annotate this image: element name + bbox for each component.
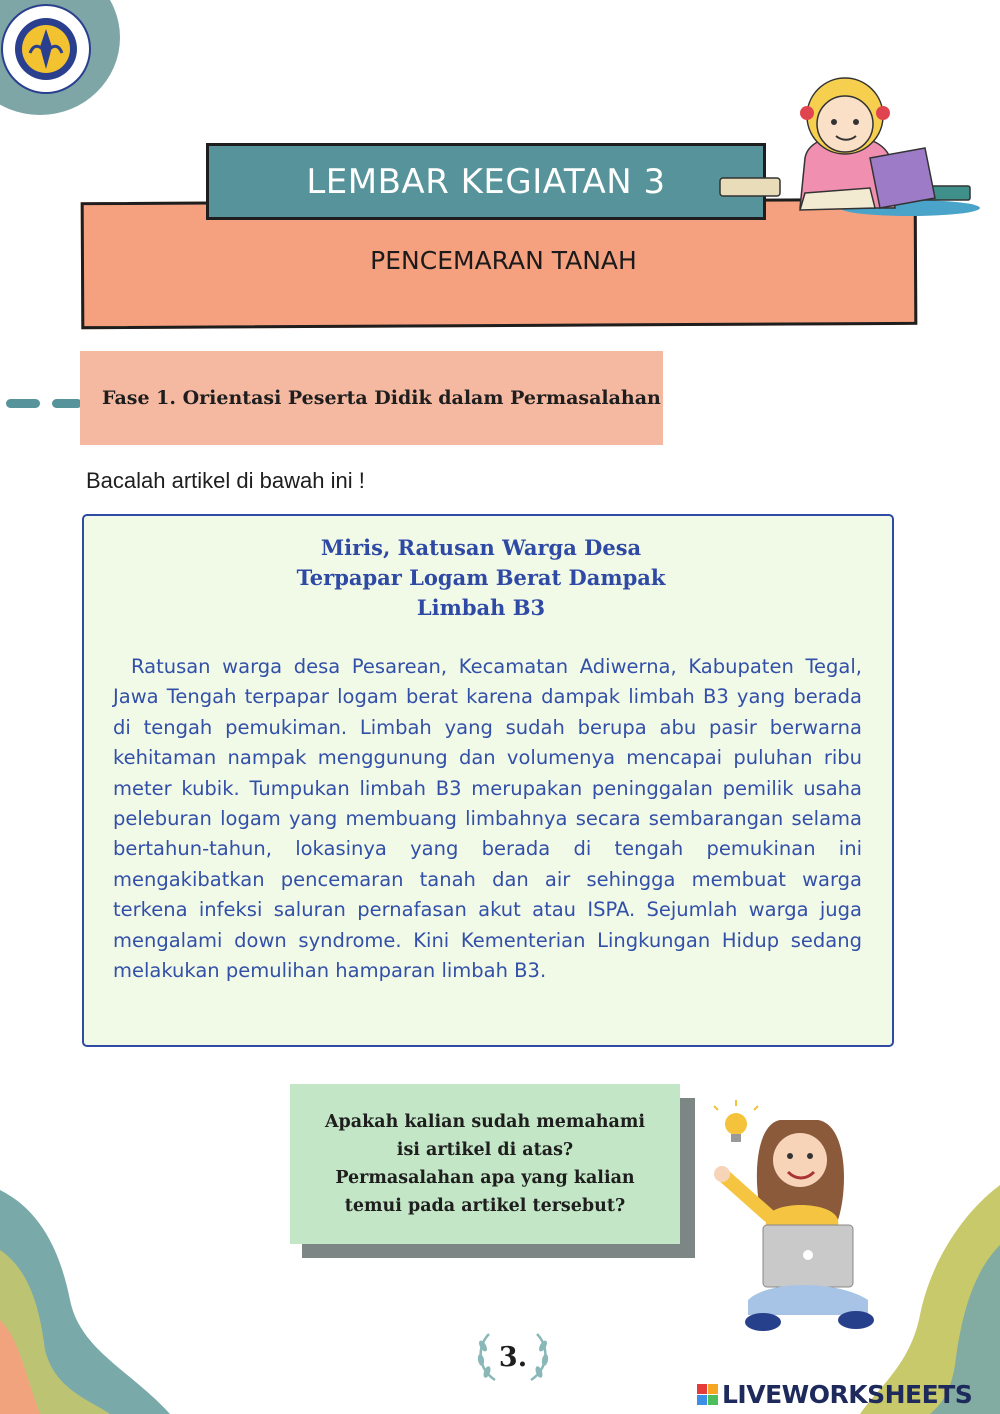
question-line: Apakah kalian sudah memahami — [324, 1112, 646, 1132]
decorative-dash-2 — [52, 399, 82, 408]
liveworksheets-watermark[interactable] — [697, 1379, 972, 1409]
article-title-line: Limbah B3 — [416, 595, 546, 620]
title-banner — [206, 143, 766, 220]
watermark-text: LIVEWORKSHEETS — [722, 1379, 973, 1409]
page-number-text: 3. — [498, 1341, 528, 1373]
phase-banner — [80, 351, 663, 445]
phase-label: Fase 1. Orientasi Peserta Didik dalam Permasalahan — [102, 387, 661, 409]
reading-girl-illustration — [710, 58, 980, 218]
question-line: isi artikel di atas? — [396, 1140, 574, 1160]
article-title — [82, 533, 880, 623]
liveworksheets-logo-icon — [697, 1384, 718, 1405]
decorative-dash-1 — [6, 399, 40, 408]
article-title-line: Miris, Ratusan Warga Desa — [320, 535, 642, 560]
article-title-line: Terpapar Logam Berat Dampak — [296, 565, 666, 590]
page-title: LEMBAR KEGIATAN 3 — [306, 161, 666, 202]
page-number — [473, 1330, 553, 1384]
laptop-girl-illustration — [708, 1100, 888, 1340]
reading-instruction: Bacalah artikel di bawah ini ! — [86, 468, 365, 493]
article-body: Ratusan warga desa Pesarean, Kecamatan Adiwerna, Kabupaten Tegal, Jawa Tengah terpapar logam berat karena dampak limbah B3 yang berada di tengah pemukiman. Limbah yang sudah berupa abu pasir berwarna kehitaman nampak menggunung dan volumenya mencapai puluhan ribu meter kubik. Tumpukan limbah B3 merupakan peninggalan pemilik usaha peleburan logam yang membuang limbahnya secara sembarangan selama bertahun-tahun, lokasinya yang berada di tengah pemukinan ini mengakibatkan pencemaran tanah dan air sehingga membuat warga terkena infeksi saluran pernafasan akut atau ISPA. Sejumlah warga juga mengalami down syndrome. Kini Kementerian Lingkungan Hidup sedang melakukan pemulihan hamparan limbah B3. — [113, 655, 862, 983]
question-box — [290, 1084, 680, 1244]
question-line: temui pada artikel tersebut? — [344, 1196, 626, 1216]
university-seal-icon — [0, 3, 92, 95]
corner-decoration-left — [0, 1190, 170, 1414]
lightbulb-icon — [714, 1100, 758, 1142]
question-line: Permasalahan apa yang kalian — [335, 1168, 635, 1188]
page-subtitle: PENCEMARAN TANAH — [370, 246, 637, 275]
